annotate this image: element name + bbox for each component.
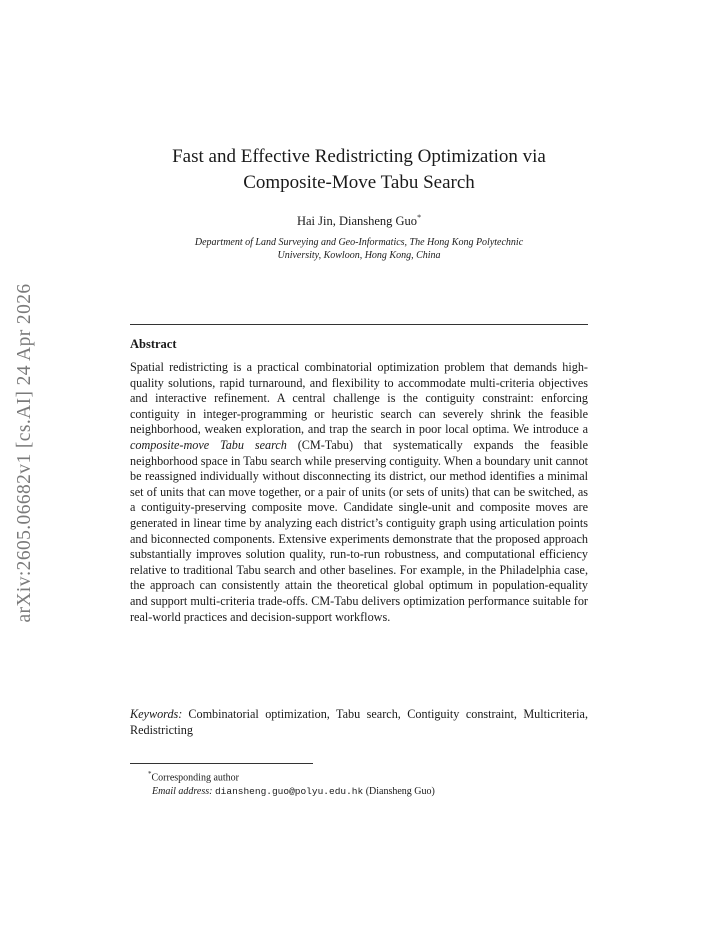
abstract-emphasis-method: composite-move Tabu search (130, 437, 287, 452)
title-line-2: Composite-Move Tabu Search (243, 172, 475, 193)
affiliation (140, 236, 578, 262)
corresponding-author-mark: * (417, 213, 422, 222)
abstract-text-part-1: Spatial redistricting is a practical combinatorial optimization problem that demands high-quality solutions, rapid turnaround, and flexibility to accommodate multi-criteria objectives and interactive refinement. A central challenge is the contiguity constraint: enforcing contiguity in integer-programming or heuristic search can severely shrink the feasible neighborhood, weaken exploration, and trap the search in poor local optima. We introduce a (130, 360, 588, 437)
author-names: Hai Jin, Diansheng Guo (296, 214, 418, 229)
abstract-body (130, 360, 588, 625)
keywords-label: Keywords: (130, 707, 183, 721)
footnote-corresponding (148, 767, 435, 785)
keywords-list: Combinatorial optimization, Tabu search, Contiguity constraint, Multicriteria, Redistricting (130, 707, 588, 737)
paper-title (130, 144, 588, 196)
footnote-corresponding-text: Corresponding author (151, 772, 239, 784)
email-label: Email address: (152, 786, 213, 798)
email-address-link[interactable]: diansheng.guo@polyu.edu.hk (214, 786, 364, 798)
arxiv-identifier-stamp (0, 263, 50, 643)
author-list (130, 213, 588, 229)
arxiv-identifier-text: arXiv:2605.06682v1 [cs.AI] 24 Apr 2026 (14, 283, 35, 623)
affiliation-line-1: Department of Land Surveying and Geo-Informatics, The Hong Kong Polytechnic (194, 237, 524, 248)
abstract-heading: Abstract (130, 337, 177, 351)
keywords-section (130, 707, 588, 738)
footnote-email-line (152, 785, 435, 799)
footnote-mark: * (148, 770, 152, 778)
affiliation-line-2: University, Kowloon, Hong Kong, China (277, 250, 441, 261)
footnote-rule (130, 763, 313, 764)
abstract-text-part-2: (CM-Tabu) that systematically expands the feasible neighborhood space in Tabu search while preserving contiguity. When a boundary unit cannot be reassigned individually without disconnecting its district, our method identifies a minimal set of units that can move together, or a pair of units (or sets of units) that can be switched, as a contiguity-preserving composite move. Candidate single-unit and composite moves are generated in linear time by analyzing each district’s contiguity graph using articulation points and biconnected components. Extensive experiments demonstrate that the proposed approach substantially improves solution quality, run-to-run robustness, and computational efficiency relative to traditional Tabu search and other baselines. For example, in the Philadelphia case, the approach can consistently attain the theoretical global optimum in population-equality and support multi-criteria trade-offs. CM-Tabu delivers optimization performance suitable for real-world practices and decision-support workflows. (130, 437, 588, 624)
footnote (148, 767, 435, 799)
title-line-1: Fast and Effective Redistricting Optimization via (172, 146, 546, 167)
email-owner: (Diansheng Guo) (365, 786, 435, 798)
abstract-top-rule (130, 324, 588, 325)
